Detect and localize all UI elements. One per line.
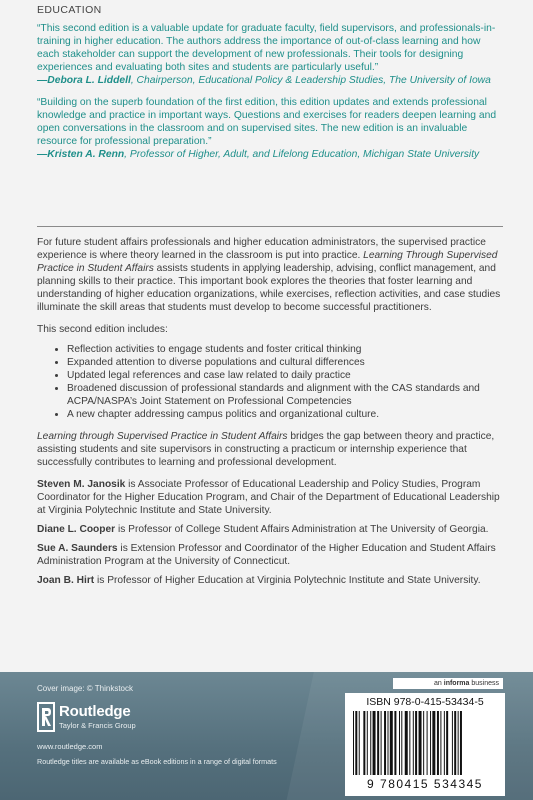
endorser-name: —Kristen A. Renn — [37, 149, 125, 160]
author-bio-text: is Extension Professor and Coordinator of the Higher Education and Student Affairs Administration Program at the University of Connecticut. — [37, 543, 496, 567]
book-title: Learning Through Supervised Practice in Student Affairs — [37, 250, 498, 274]
ebook-note: Routledge titles are available as eBook editions in a range of digital formats — [37, 757, 277, 766]
feature-item: • Updated legal references and case law related to daily practice — [67, 369, 503, 382]
feature-list — [37, 343, 503, 421]
includes-heading: This second edition includes: — [37, 324, 168, 335]
closing-paragraph — [37, 430, 503, 469]
endorsements — [37, 22, 503, 170]
author-bio-text: is Professor of College Student Affairs Administration at The University of Georgia. — [115, 524, 489, 535]
endorser-affiliation: , Chairperson, Educational Policy & Leadership Studies, The University of Iowa — [130, 75, 491, 86]
book-title: Learning through Supervised Practice in Student Affairs — [37, 431, 288, 442]
endorser-name: —Debora L. Liddell — [37, 75, 131, 86]
closing-text: bridges the gap between theory and practice, assisting students and site supervisors in constructing a practicum or internship experience that successfully contributes to learning and professional development. — [37, 431, 495, 468]
informa-business-label — [393, 678, 503, 689]
barcode-number: 9 780415 534345 — [367, 777, 483, 791]
intro-text: For future student affairs professionals and higher education administrators, the supervised practice experience is where theory learned in the classroom is put into practice. — [37, 237, 486, 261]
publisher-name: Routledge — [59, 703, 131, 720]
author-bio — [37, 574, 503, 587]
author-bio-text: is Associate Professor of Educational Leadership and Policy Studies, Program Coordinator for the Higher Education Program, and Chair of the Department of Educational Leadership at Virginia Polytechnic Institute and State University. — [37, 479, 500, 516]
informa-suffix: business — [469, 680, 499, 687]
cover-image-credit: Cover image: © Thinkstock — [37, 684, 134, 693]
author-name: Sue A. Saunders — [37, 543, 118, 554]
feature-item: • Reflection activities to engage students and foster critical thinking — [67, 343, 503, 356]
author-bio-text: is Professor of Higher Education at Virginia Polytechnic Institute and State University. — [94, 575, 481, 586]
endorser-affiliation: , Professor of Higher, Adult, and Lifelong Education, Michigan State University — [124, 149, 480, 160]
author-name: Diane L. Cooper — [37, 524, 116, 535]
subject-category: EDUCATION — [37, 4, 102, 16]
endorsement-quote: “Building on the superb foundation of the first edition, this edition updates and extends professional knowledge and practice in important ways. Questions and exercises for readers deepen learning and open conversations in the classroom and on supervised sites. The new edition is an invaluable resource for professional preparation.” — [37, 97, 497, 147]
book-description — [37, 236, 503, 593]
isbn-number: ISBN 978-0-415-53434-5 — [366, 696, 484, 708]
endorsement-attribution — [37, 74, 503, 87]
feature-item: • Expanded attention to diverse populations and cultural differences — [67, 356, 503, 369]
feature-item: • A new chapter addressing campus politics and organizational culture. — [67, 408, 503, 421]
author-bio — [37, 523, 503, 536]
endorsement-attribution — [37, 148, 503, 161]
author-bio — [37, 478, 503, 517]
publisher-logo — [37, 702, 187, 734]
endorsement-1 — [37, 22, 503, 87]
footer-band — [0, 672, 533, 800]
author-name: Steven M. Janosik — [37, 479, 126, 490]
section-divider — [37, 226, 503, 227]
routledge-logo-icon — [37, 702, 55, 732]
intro-paragraph — [37, 236, 503, 314]
author-bio — [37, 542, 503, 568]
publisher-website: www.routledge.com — [37, 742, 103, 751]
barcode-bars — [351, 711, 499, 777]
endorsement-2 — [37, 96, 503, 161]
publisher-group: Taylor & Francis Group — [59, 721, 136, 730]
endorsement-quote: “This second edition is a valuable update for graduate faculty, field supervisors, and professionals-in-training in higher education. The authors address the importance of out-of-class learning and how each stakeholder can support the development of new professionals. Their tools for designing experiences and evaluating both sites and students are particularly useful.” — [37, 23, 496, 73]
author-name: Joan B. Hirt — [37, 575, 95, 586]
feature-item: • Broadened discussion of professional standards and alignment with the CAS standards and ACPA/NASPA’s Joint Statement on Professional Competencies — [67, 382, 503, 408]
informa-brand: informa — [443, 680, 470, 687]
informa-prefix: an — [434, 680, 444, 687]
isbn-barcode — [345, 693, 505, 796]
intro-text-cont: assists students in applying leadership, advising, conflict management, and planning skills to their practice. This important book explores the theories that foster learning and understanding of higher education organizations, while exercises, reflection activities, and case studies illuminate the skill areas that students must develop to become successful practitioners. — [37, 263, 501, 313]
